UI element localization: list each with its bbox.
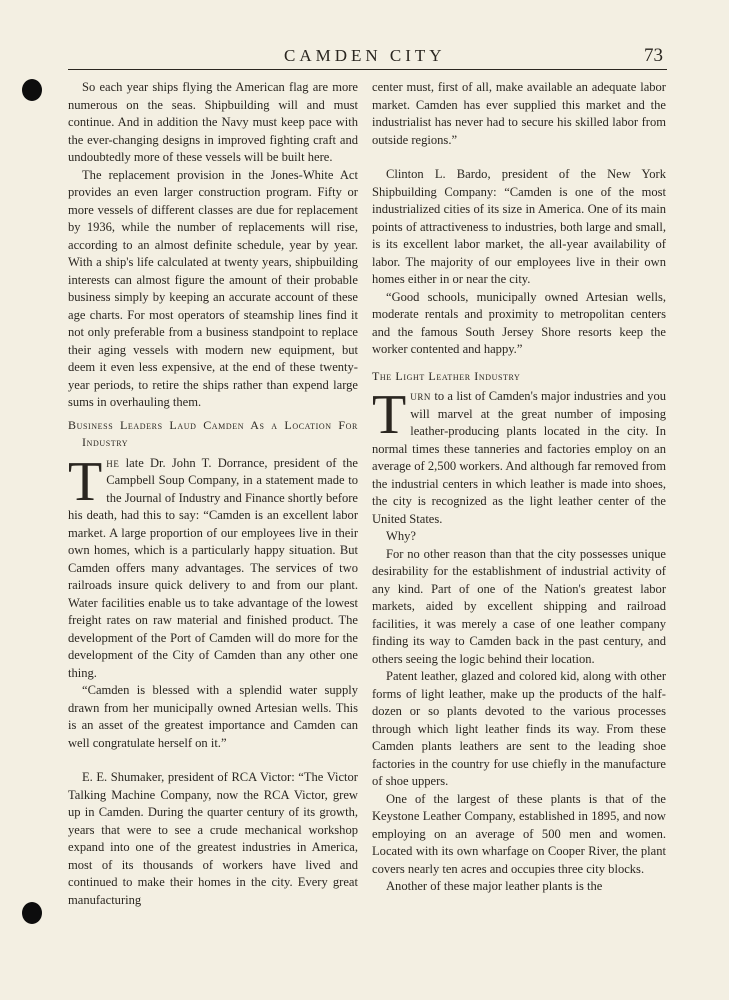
small-caps-lead: urn (410, 389, 432, 403)
paragraph: So each year ships flying the American flag are more numerous on the seas. Shipbuilding will and must continue. And in addition the Navy must keep pace with the ever-changing designs in improved fighting craft and undoubtedly more of these vessels will be built here. (68, 80, 358, 164)
paragraph: Clinton L. Bardo, president of the New York Shipbuilding Company: “Camden is one of the most industrialized cities of its size in America. One of its main points of attractiveness to industries, both large and small, is its excellent labor market, the all-year availability of labor. The majority of our employees live in their own homes either in or near the city. (372, 167, 666, 286)
paragraph: “Good schools, municipally owned Artesian wells, moderate rentals and proximity to metropolitan centers and the famous South Jersey Shore resorts keep the worker contented and happy.” (372, 289, 666, 356)
header-rule (68, 69, 667, 70)
paragraph: E. E. Shumaker, president of RCA Victor: “The Victor Talking Machine Company, now the RCA Victor, grew up in Camden. During the quarter century of its growth, years that were to see a crude mechanical workshop expand into one of the greatest industries in America, most of its thousands of workers have lived and continued to make their homes in the city. Every great manufacturing (68, 770, 358, 907)
paragraph: The replacement provision in the Jones-White Act provides an even larger construction program. Fifty or more vessels of different classes are due for replacement by 1936, while the number of replacements will rise, according to an almost definite schedule, year by year. With a ship's life calculated at twenty years, shipbuilding interests can almost figure the amount of their probable business simply by keeping an accurate account of these age charts. For most operators of steamship lines find it not only preferable from a business standpoint to replace their aging vessels with modern new equipment, but deem it even less expensive, at the end of these twenty-year periods, to retire the ships rather than expend large sums in overhauling them. (68, 167, 358, 409)
paragraph: Why? (386, 529, 416, 543)
section-heading: The Light Leather Industry (372, 368, 521, 383)
small-caps-lead: he (106, 455, 120, 470)
paragraph-dropcap (68, 450, 358, 683)
paragraph-dropcap (372, 384, 666, 528)
binder-hole-top (22, 79, 42, 101)
paragraph: “Camden is blessed with a splendid water supply drawn from her municipally owned Artesian wells. This is an asset of the greatest importance and Camden can well congratulate herself on it.” (68, 683, 358, 750)
right-column (372, 79, 666, 896)
running-head: CAMDEN CITY (284, 46, 446, 65)
paragraph-text: late Dr. John T. Dorrance, president of the Campbell Soup Company, in a statement made to the Journal of Industry and Finance shortly before his death, had this to say: “Camden is an excellent labor market. A large proportion of our employees live in their own homes, which is a particularly happy situation. But Camden offers many advantages. The services of two railroads insure quick delivery to and from our plant. Water facilities enable us to take advantage of the lowest freight rates on raw material and finished product. The development of the Port of Camden will do more for the development of the City of Camden than any other one thing. (68, 455, 358, 680)
page-number: 73 (644, 45, 663, 66)
drop-cap: T (68, 450, 103, 513)
paragraph-text: to a list of Camden's major industries and you will marvel at the great number of imposing leather-producing plants located in the city. In normal times these tanneries and factories employ on an average of 2,500 workers. And although far removed from the industrial centers in which leather is made into shoes, the city is recognized as the light leather center of the United States. (372, 389, 666, 526)
section-heading: Business Leaders Laud Camden As a Location For Industry (68, 417, 358, 449)
paragraph: Patent leather, glazed and colored kid, along with other forms of light leather, make up the products of the half-dozen or so plants devoted to the various processes through which light leather finds its way. From these Camden plants leathers are sent to the leading shoe factories in the country for use chiefly in the manufacture of shoe uppers. (372, 669, 666, 788)
paragraph: center must, first of all, make available an adequate labor market. Camden has ever supplied this market and the industrialist has never had to secure his skilled labor from outside regions.” (372, 80, 666, 147)
drop-cap: T (372, 384, 407, 446)
paragraph: For no other reason than that the city possesses unique desirability for the establishment of industrial activity of any kind. Part of one of the Nation's greatest labor markets, aided by excellent shipping and railroad facilities, it was merely a case of one leather company finding its way to Camden back in the past century, and others seeing the logic behind their location. (372, 546, 666, 666)
paragraph: One of the largest of these plants is that of the Keystone Leather Company, established in 1895, and now employing on an average of 500 men and women. Located with its own wharfage on Cooper River, the plant covers nearly ten acres and occupies three city blocks. (372, 791, 666, 876)
paragraph: Another of these major leather plants is the (386, 879, 603, 893)
binder-hole-bottom (22, 902, 42, 924)
left-column (68, 79, 358, 909)
